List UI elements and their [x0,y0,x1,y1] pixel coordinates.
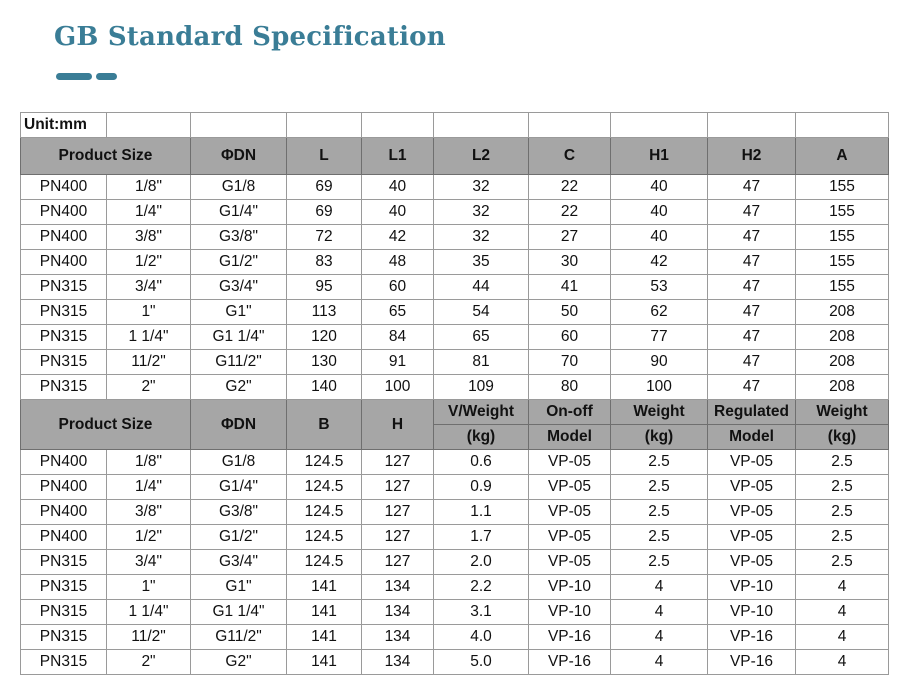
table-cell: 65 [434,325,529,350]
table-cell: 3/8" [107,500,191,525]
subheader-model: Model [708,425,796,450]
table-cell: 2.5 [611,550,708,575]
table-cell: 127 [362,525,434,550]
table-cell: 4 [611,575,708,600]
table-cell: 1/4" [107,200,191,225]
table-row [21,175,889,200]
table-cell: 100 [611,375,708,400]
header-weight-2: Weight [796,400,889,425]
header-regulated: Regulated [708,400,796,425]
header-a: A [796,138,889,175]
table-cell: VP-16 [708,650,796,675]
table-cell: PN315 [21,575,107,600]
table-row [21,375,889,400]
unit-label: Unit:mm [21,113,107,138]
table-cell: VP-10 [529,600,611,625]
table-cell: PN400 [21,250,107,275]
table-cell: 2.0 [434,550,529,575]
table-cell: 113 [287,300,362,325]
table-cell: 100 [362,375,434,400]
table-cell: 3.1 [434,600,529,625]
table-cell: PN315 [21,325,107,350]
table-cell: 155 [796,225,889,250]
table-cell: 2" [107,375,191,400]
table-cell: 80 [529,375,611,400]
table-cell: 127 [362,450,434,475]
table-cell: 69 [287,200,362,225]
table-cell: 70 [529,350,611,375]
table-row [21,600,889,625]
table-cell: G1/2" [191,525,287,550]
header-c: C [529,138,611,175]
table-cell: 127 [362,500,434,525]
table-cell: 47 [708,225,796,250]
table-cell: 124.5 [287,475,362,500]
table-cell: 140 [287,375,362,400]
header-on-off: On-off [529,400,611,425]
table-cell: G1/8 [191,450,287,475]
table-row [21,325,889,350]
table-cell: 47 [708,375,796,400]
table-cell: 32 [434,225,529,250]
table-cell: 3/4" [107,275,191,300]
table-cell: 30 [529,250,611,275]
table-cell: 47 [708,350,796,375]
table-cell: 208 [796,325,889,350]
table-cell: 4 [611,625,708,650]
table-row [21,250,889,275]
table-cell: VP-05 [708,525,796,550]
table-cell: 4.0 [434,625,529,650]
table-cell: 124.5 [287,525,362,550]
table-row [21,525,889,550]
table-cell: PN400 [21,525,107,550]
table-cell: 2.5 [796,500,889,525]
table-cell: G3/8" [191,500,287,525]
table-cell: VP-05 [708,500,796,525]
table-cell: 27 [529,225,611,250]
table-cell: 77 [611,325,708,350]
table-row [21,225,889,250]
table-cell: 90 [611,350,708,375]
table-cell: 1 1/4" [107,600,191,625]
table-cell: 40 [362,175,434,200]
table-cell: VP-16 [529,650,611,675]
table-cell: VP-10 [529,575,611,600]
table-row [21,575,889,600]
header-product-size: Product Size [21,138,191,175]
table-cell: 11/2" [107,350,191,375]
subheader-kg: (kg) [796,425,889,450]
table-cell: 120 [287,325,362,350]
table-cell: 134 [362,650,434,675]
header-l: L [287,138,362,175]
table-cell: VP-16 [529,625,611,650]
table-cell: 0.6 [434,450,529,475]
table-cell: 40 [611,200,708,225]
table-cell: VP-05 [529,475,611,500]
table-cell: 1.7 [434,525,529,550]
table-cell: PN400 [21,175,107,200]
table-cell: G1" [191,300,287,325]
header-h2: H2 [708,138,796,175]
table-cell: G1/4" [191,475,287,500]
page-title: GB Standard Specification [54,22,446,52]
table-cell: 65 [362,300,434,325]
table-cell: G3/4" [191,275,287,300]
table-cell: 208 [796,300,889,325]
table-cell: 130 [287,350,362,375]
table-row [21,275,889,300]
table-cell: 54 [434,300,529,325]
table-cell: 69 [287,175,362,200]
table-cell: VP-05 [529,525,611,550]
table-cell: G11/2" [191,350,287,375]
table-cell: 50 [529,300,611,325]
table-cell: VP-16 [708,625,796,650]
table-cell: 155 [796,175,889,200]
table-cell: VP-05 [529,550,611,575]
table-cell: 81 [434,350,529,375]
table-cell: 4 [796,575,889,600]
specification-table [20,112,889,675]
table-row [21,550,889,575]
subheader-kg: (kg) [434,425,529,450]
table-cell: 3/4" [107,550,191,575]
table-cell: 2.5 [611,525,708,550]
table-cell: 134 [362,625,434,650]
table-cell: 22 [529,200,611,225]
table-cell: 208 [796,375,889,400]
table-cell: 2" [107,650,191,675]
table-cell: 2.5 [611,500,708,525]
table-cell: 1.1 [434,500,529,525]
header-l2: L2 [434,138,529,175]
table-cell: VP-10 [708,575,796,600]
table-cell: 1/4" [107,475,191,500]
table-cell: VP-10 [708,600,796,625]
table-cell: 2.5 [611,475,708,500]
table-cell: 4 [611,600,708,625]
table-cell: 91 [362,350,434,375]
table-cell: 155 [796,275,889,300]
table-cell: 5.0 [434,650,529,675]
header-weight: Weight [611,400,708,425]
table-cell: 32 [434,200,529,225]
table-cell: 40 [611,225,708,250]
table-row [21,625,889,650]
table-cell: 155 [796,250,889,275]
header-h: H [362,400,434,450]
header-dn: ΦDN [191,400,287,450]
table-cell: PN315 [21,300,107,325]
table-cell: 47 [708,325,796,350]
table-cell: 47 [708,275,796,300]
header-h1: H1 [611,138,708,175]
table-cell: PN315 [21,350,107,375]
table-cell: 2.5 [611,450,708,475]
table-cell: VP-05 [708,450,796,475]
table-cell: 42 [611,250,708,275]
table-cell: 40 [362,200,434,225]
table-cell: 62 [611,300,708,325]
table-cell: 141 [287,600,362,625]
table-cell: G1/2" [191,250,287,275]
table-cell: 83 [287,250,362,275]
table-cell: PN315 [21,550,107,575]
table-cell: 0.9 [434,475,529,500]
table-cell: G1/8 [191,175,287,200]
table-cell: 1/8" [107,450,191,475]
table-cell: 208 [796,350,889,375]
header-dn: ΦDN [191,138,287,175]
table-cell: PN315 [21,275,107,300]
table-cell: VP-05 [529,450,611,475]
table-cell: 47 [708,300,796,325]
table-cell: PN400 [21,475,107,500]
unit-row [21,113,889,138]
table-cell: G1/4" [191,200,287,225]
table-cell: 1" [107,300,191,325]
table-cell: PN315 [21,625,107,650]
table-cell: 11/2" [107,625,191,650]
table-cell: 3/8" [107,225,191,250]
table-cell: 47 [708,250,796,275]
table-cell: 124.5 [287,500,362,525]
table-cell: 127 [362,475,434,500]
table1-header-row [21,138,889,175]
header-product-size: Product Size [21,400,191,450]
table-cell: 4 [796,625,889,650]
table-cell: 35 [434,250,529,275]
table-cell: VP-05 [529,500,611,525]
table-cell: PN315 [21,600,107,625]
table-cell: PN315 [21,650,107,675]
table-cell: 95 [287,275,362,300]
table-cell: 60 [362,275,434,300]
table-cell: 2.5 [796,525,889,550]
table-row [21,200,889,225]
table2-header-row [21,400,889,425]
table-cell: PN400 [21,450,107,475]
header-l1: L1 [362,138,434,175]
table-cell: PN315 [21,375,107,400]
table-cell: 2.2 [434,575,529,600]
table-cell: 1 1/4" [107,325,191,350]
table-cell: G3/4" [191,550,287,575]
table-cell: 124.5 [287,450,362,475]
table-cell: 4 [796,600,889,625]
table-cell: 47 [708,200,796,225]
table-cell: 22 [529,175,611,200]
table-cell: 134 [362,575,434,600]
table-cell: 60 [529,325,611,350]
table-cell: 124.5 [287,550,362,575]
table-cell: 134 [362,600,434,625]
subheader-model: Model [529,425,611,450]
table-cell: 141 [287,625,362,650]
table-cell: 4 [611,650,708,675]
table-row [21,450,889,475]
table-cell: PN400 [21,500,107,525]
table-cell: G1" [191,575,287,600]
table-cell: 47 [708,175,796,200]
table-row [21,475,889,500]
table-cell: 1" [107,575,191,600]
table-cell: 41 [529,275,611,300]
table-cell: PN400 [21,225,107,250]
table-cell: G1 1/4" [191,325,287,350]
table-cell: 2.5 [796,450,889,475]
header-v-weight: V/Weight [434,400,529,425]
table-cell: 44 [434,275,529,300]
title-underline-short [96,73,117,80]
table-cell: 1/2" [107,250,191,275]
table-cell: 1/8" [107,175,191,200]
table-cell: 42 [362,225,434,250]
table-row [21,650,889,675]
table-cell: 48 [362,250,434,275]
table-cell: 127 [362,550,434,575]
table-cell: VP-05 [708,550,796,575]
table-cell: 4 [796,650,889,675]
table-cell: G3/8" [191,225,287,250]
title-underline-long [56,73,92,80]
table-cell: G11/2" [191,625,287,650]
table-cell: 32 [434,175,529,200]
table-cell: 141 [287,650,362,675]
table-cell: 109 [434,375,529,400]
table-cell: 2.5 [796,475,889,500]
table-cell: 84 [362,325,434,350]
table-cell: 40 [611,175,708,200]
table-cell: 53 [611,275,708,300]
table-cell: 72 [287,225,362,250]
table-cell: VP-05 [708,475,796,500]
table-row [21,500,889,525]
header-b: B [287,400,362,450]
table-cell: PN400 [21,200,107,225]
table-cell: 155 [796,200,889,225]
table-row [21,350,889,375]
table-row [21,300,889,325]
subheader-kg: (kg) [611,425,708,450]
table-cell: 1/2" [107,525,191,550]
table-cell: 141 [287,575,362,600]
table-cell: 2.5 [796,550,889,575]
table-cell: G1 1/4" [191,600,287,625]
table-cell: G2" [191,650,287,675]
table-cell: G2" [191,375,287,400]
